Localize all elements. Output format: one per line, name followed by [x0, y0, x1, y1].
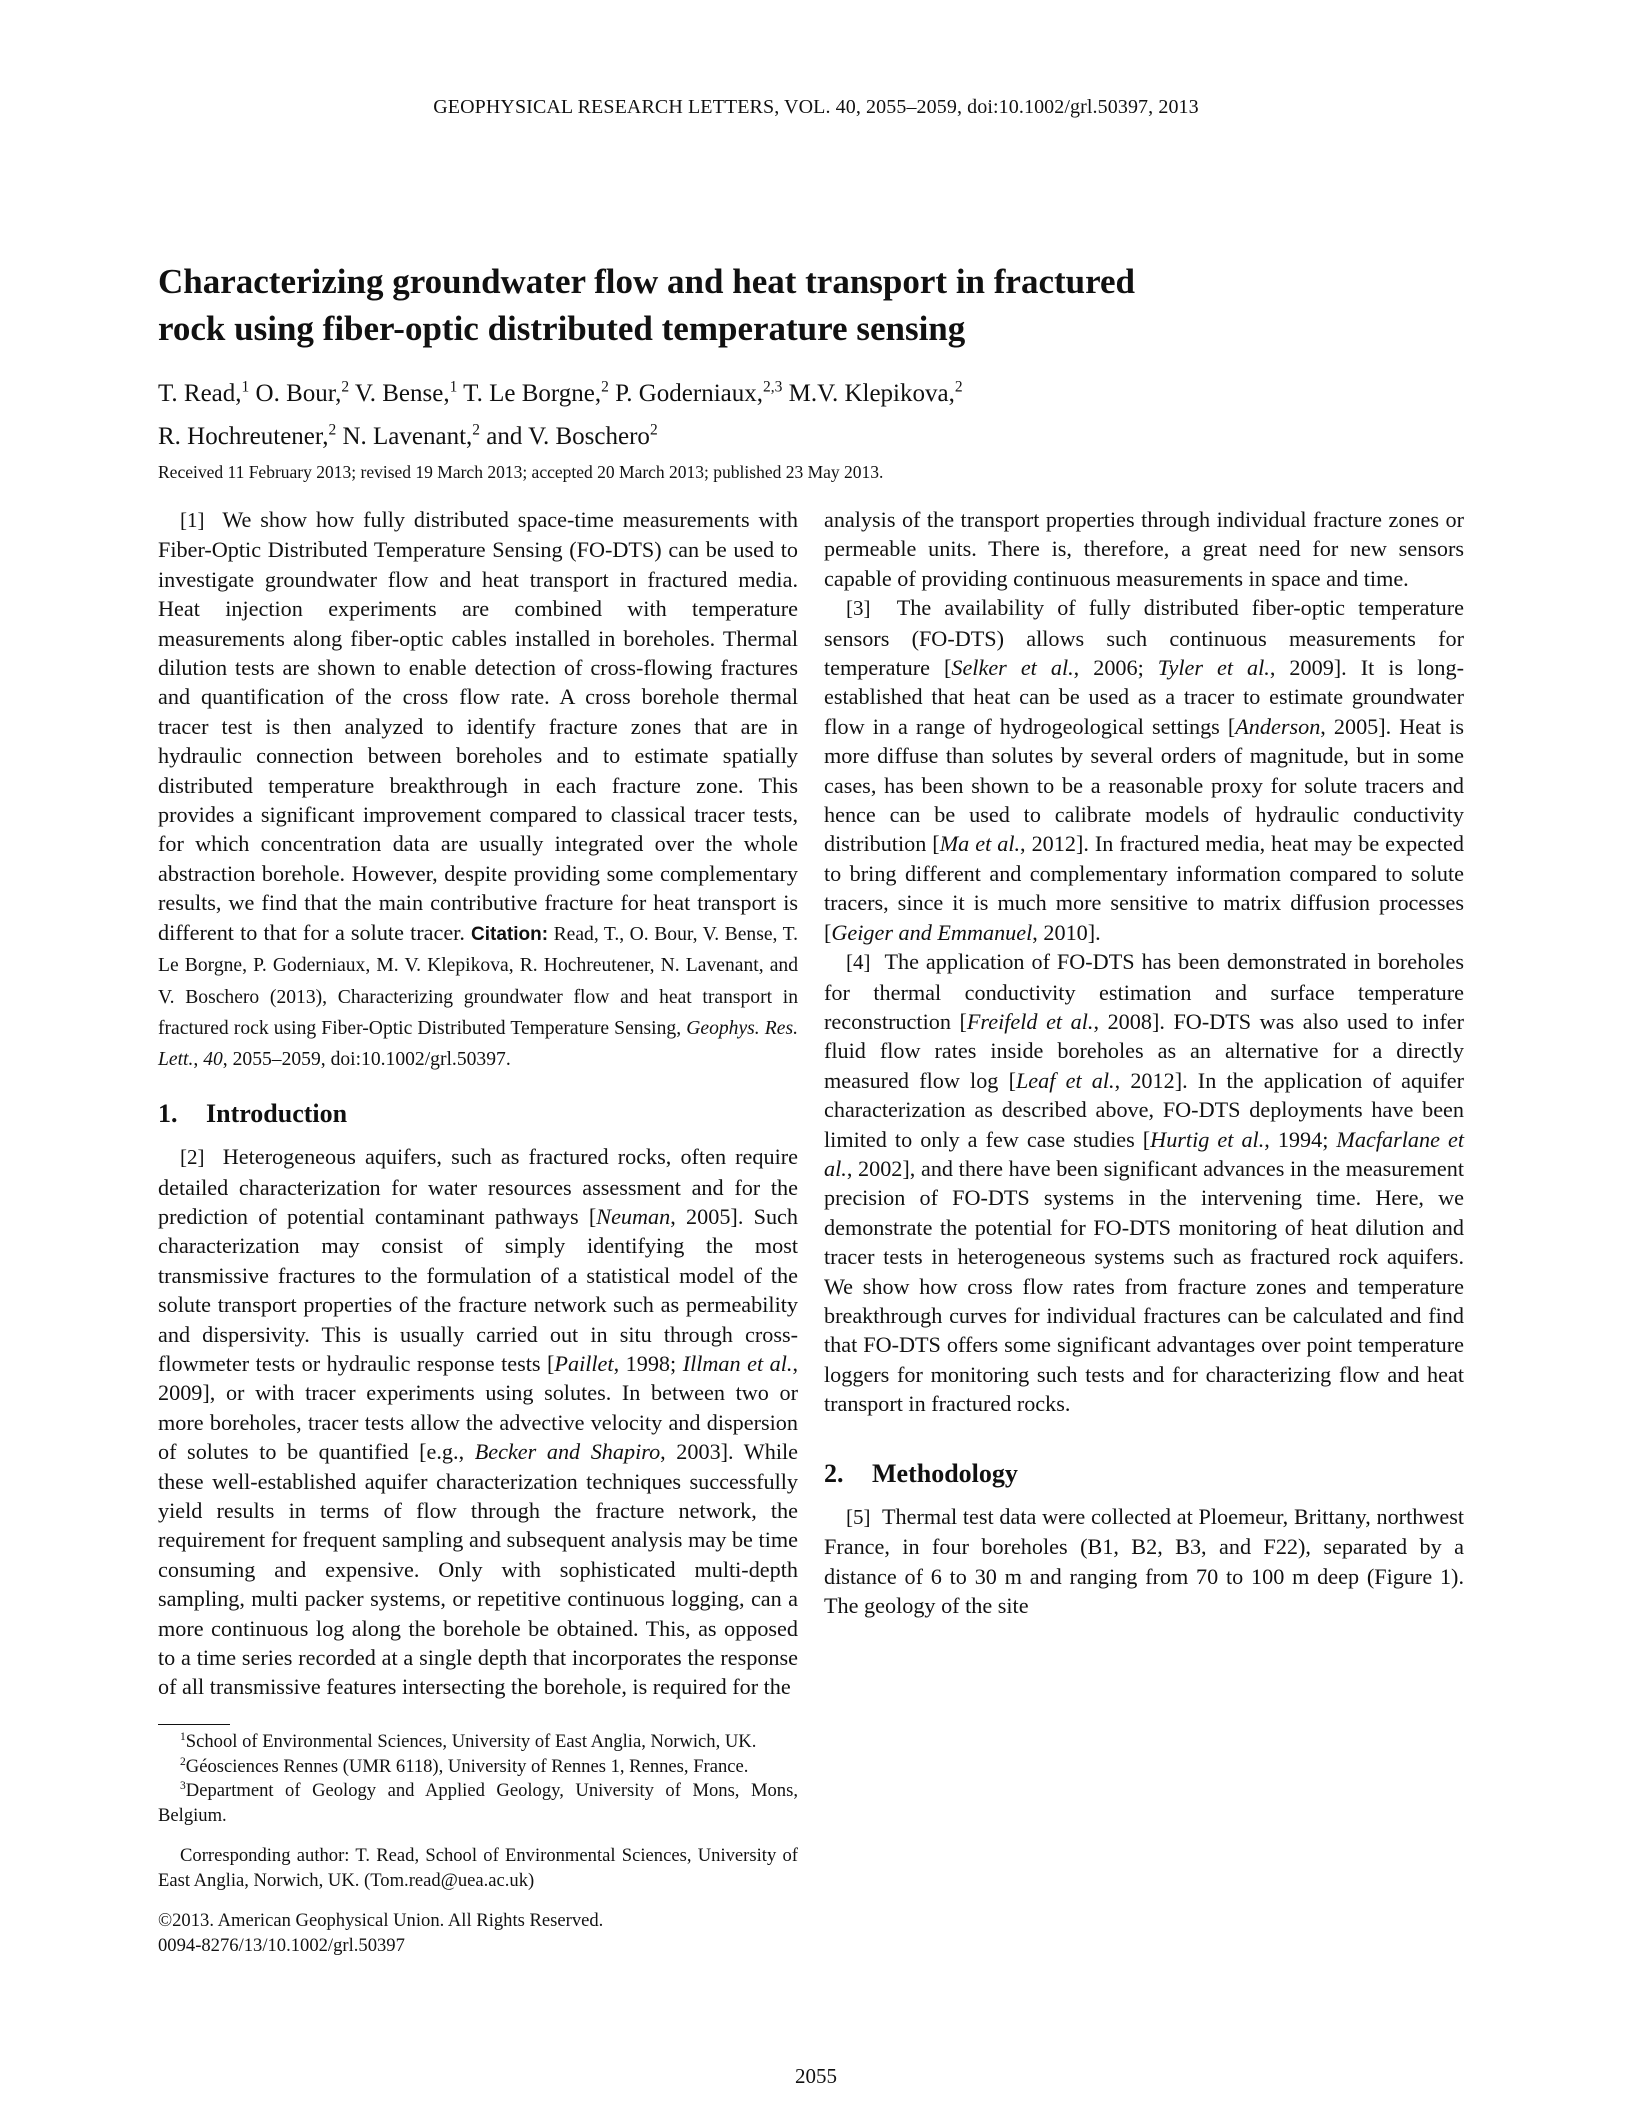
paragraph-2-continued — [824, 505, 1464, 593]
paragraph-4 — [824, 947, 1464, 1419]
paragraph-3 — [824, 593, 1464, 947]
section-number: 1. — [158, 1098, 178, 1128]
author-affiliation-marker: 2 — [472, 421, 481, 439]
reference: Anderson — [1235, 713, 1321, 739]
text: , 1998; — [613, 1350, 683, 1376]
paragraph-number: [4] — [846, 950, 871, 975]
author-line-2 — [158, 415, 1458, 458]
corresponding-author: Corresponding author: T. Read, School of Environmental Sciences, University of East Anglia, Norwich, UK. (Tom.read@uea.ac.uk) — [158, 1845, 798, 1891]
author-name: T. Read, — [158, 380, 242, 407]
citation-volume: 40 — [203, 1049, 223, 1071]
author-name: V. Bense, — [354, 380, 450, 407]
text: , 2005]. Such characterization may consist of simply identifying the most transmissive fractures to the formulation of a statistical model of the solute transport properties of the fracture network such as permeability and dispersivity. This is usually carried out in situ through cross-flowmeter tests or hydraulic response tests [ — [158, 1203, 799, 1376]
author-name: M.V. Klepikova, — [788, 380, 955, 407]
citation-separator: , — [193, 1049, 199, 1071]
text: , 2008]. FO-DTS was also used to infer fluid flow rates inside boreholes as an alternative for a directly measured flow log [ — [824, 1008, 1464, 1093]
reference: Paillet — [554, 1350, 614, 1376]
section-number: 2. — [824, 1458, 844, 1488]
paragraph-2 — [158, 1142, 798, 1702]
reference: Illman et al. — [682, 1350, 793, 1376]
copyright: ©2013. American Geophysical Union. All Rights Reserved. — [158, 1910, 604, 1931]
publication-history: Received 11 February 2013; revised 19 March 2013; accepted 20 March 2013; published 23 May 2013. — [158, 462, 884, 482]
left-column — [158, 505, 798, 1702]
text: , 2003]. While these well-established aquifer characterization techniques successfully yield results in terms of flow through the fracture network, the requirement for frequent sampling and subsequent analysis may be time consuming and expensive. Only with sophisticated multi-depth sampling, multi packer systems, or repetitive continuous logging, can a more continuous log along the borehole be obtained. This, as opposed to a time series recorded at a single depth that incorporates the response of all transmissive features intersecting the borehole, is required for the — [158, 1439, 798, 1700]
affiliation-text: School of Environmental Sciences, University of East Anglia, Norwich, UK. — [185, 1731, 757, 1752]
citation — [158, 924, 798, 1071]
author-name: O. Bour, — [255, 380, 342, 407]
author-affiliation-marker: 2 — [649, 421, 658, 439]
paragraph-number: [2] — [180, 1145, 205, 1170]
author-affiliation-marker: 2,3 — [763, 378, 783, 396]
citation-journal: Geophys. Res. Lett. — [158, 1017, 798, 1071]
affiliation-3 — [158, 1779, 798, 1828]
issn-doi: 0094-8276/13/10.1002/grl.50397 — [158, 1934, 405, 1956]
page-number: 2055 — [795, 2064, 837, 2088]
author-name: R. Hochreutener, — [158, 423, 329, 450]
text: Heterogeneous aquifers, such as fractured rocks, often require detailed characterization for water resources assessment and for the prediction of potential contaminant pathways [ — [158, 1144, 798, 1229]
title-line-2: rock using fiber-optic distributed temperature sensing — [158, 309, 966, 348]
author-affiliation-marker: 2 — [328, 421, 337, 439]
text: , 1994; — [1264, 1126, 1337, 1152]
text: , 2005]. Heat is more diffuse than solutes by several orders of magnitude, but in some cases, has been shown to be a reasonable proxy for solute tracers and hence can be used to calibrate models of hydraulic conductivity distribution [ — [824, 713, 1464, 857]
section-heading-methodology — [824, 1459, 1464, 1488]
author-affiliation-marker: 2 — [341, 378, 350, 396]
paragraph-5 — [824, 1502, 1464, 1621]
reference: Macfarlane et al. — [824, 1126, 1464, 1181]
affiliation-marker: 1 — [180, 1730, 186, 1743]
text: , 2010]. — [1032, 919, 1101, 945]
text: The application of FO-DTS has been demonstrated in boreholes for thermal conductivity estimation and surface temperature reconstruction [ — [824, 949, 1464, 1034]
text: , 2012]. In fractured media, heat may be expected to bring different and complementary information compared to solute tracers, since it is much more sensitive to matrix diffusion processes [ — [824, 831, 1464, 945]
author-affiliation-marker: 2 — [601, 378, 609, 396]
reference: Selker et al. — [951, 655, 1074, 681]
abstract — [158, 505, 798, 1075]
citation-label: Citation: — [471, 923, 549, 945]
footnote-rule — [158, 1724, 230, 1725]
footnotes — [158, 1730, 798, 1958]
text: , 2012]. In the application of aquifer characterization as described above, FO-DTS deployments have been limited to only a few case studies [ — [824, 1067, 1464, 1152]
reference: Leaf et al. — [1015, 1067, 1115, 1093]
abstract-text: We show how fully distributed space-time measurements with Fiber-Optic Distributed Temperature Sensing (FO-DTS) can be used to investigate groundwater flow and heat transport in fractured media. Heat injection experiments are combined with temperature measurements along fiber-optic cables installed in boreholes. Thermal dilution tests are shown to enable detection of cross-flowing fractures and quantification of the cross flow rate. A cross borehole thermal tracer test is then analyzed to identify fracture zones that are in hydraulic connection between boreholes and to estimate spatially distributed temperature breakthrough in each fracture zone. This provides a significant improvement compared to classical tracer tests, for which concentration data are usually integrated over the whole abstraction borehole. However, despite providing some complementary results, we find that the main contributive fracture for heat transport is different to that for a solute tracer. — [158, 507, 798, 945]
author-affiliation-marker: 2 — [954, 378, 963, 396]
text: , 2009]. It is long-established that heat can be used as a tracer to estimate groundwater flow in a range of hydrogeological settings [ — [824, 655, 1464, 739]
paragraph-number: [1] — [180, 508, 205, 532]
article-title — [158, 258, 1458, 352]
section-title: Methodology — [872, 1458, 1018, 1488]
author-name: T. Le Borgne, — [463, 380, 602, 407]
author-name: N. Lavenant, — [342, 423, 473, 450]
reference: Becker and Shapiro — [474, 1439, 661, 1465]
text: , 2009], or with tracer experiments using solutes. In between two or more boreholes, tracer tests allow the advective velocity and dispersion of solutes to be quantified [e.g., — [158, 1350, 798, 1465]
text: , 2006; — [1073, 655, 1158, 681]
reference: Tyler et al. — [1157, 655, 1270, 681]
affiliation-text: Géosciences Rennes (UMR 6118), University of Rennes 1, Rennes, France. — [185, 1755, 749, 1777]
author-name: P. Goderniaux, — [615, 380, 764, 407]
author-affiliation-marker: 1 — [449, 378, 458, 396]
paragraph-number: [3] — [846, 596, 871, 621]
reference: Geiger and Emmanuel — [831, 919, 1033, 945]
affiliation-marker: 2 — [180, 1755, 186, 1768]
reference: Freifeld et al. — [966, 1008, 1094, 1034]
reference: Hurtig et al. — [1150, 1126, 1265, 1152]
title-line-1: Characterizing groundwater flow and heat transport in fractured — [158, 262, 1136, 301]
citation-tail: , 2055–2059, doi:10.1002/grl.50397. — [222, 1049, 511, 1071]
affiliation-2 — [158, 1755, 798, 1780]
text: analysis of the transport properties through individual fracture zones or permeable units. There is, therefore, a great need for new sensors capable of providing continuous measurements in space and time. — [824, 507, 1464, 591]
text: Thermal test data were collected at Ploemeur, Brittany, northwest France, in four boreholes (B1, B2, B3, and F22), separated by a distance of 6 to 30 m and ranging from 70 to 100 m deep (Figure 1). The geology of the site — [824, 1504, 1464, 1619]
reference: Ma et al. — [939, 831, 1021, 857]
affiliation-1 — [158, 1730, 798, 1755]
affiliation-marker: 3 — [180, 1779, 186, 1792]
reference: Neuman — [596, 1203, 671, 1229]
citation-text: Read, T., O. Bour, V. Bense, T. Le Borgne, P. Goderniaux, M. V. Klepikova, R. Hochreutener, N. Lavenant, and V. Boschero (2013), Characterizing groundwater flow and heat transport in fractured rock using Fiber-Optic Distributed Temperature Sensing, — [158, 923, 798, 1039]
section-heading-introduction — [158, 1099, 798, 1128]
author-affiliation-marker: 1 — [241, 378, 250, 396]
running-head: GEOPHYSICAL RESEARCH LETTERS, VOL. 40, 2055–2059, doi:10.1002/grl.50397, 2013 — [433, 96, 1199, 118]
author-list — [158, 372, 1458, 458]
text: , 2002], and there have been significant advances in the measurement precision of FO-DTS systems in the intervening time. Here, we demonstrate the potential for FO-DTS monitoring of heat dilution and tracer tests in heterogeneous systems such as fractured rock aquifers. We show how cross flow rates from fracture zones and temperature breakthrough curves for individual fractures can be calculated and find that FO-DTS offers some significant advantages over point temperature loggers for monitoring such tests and for characterizing flow and heat transport in fractured rocks. — [824, 1155, 1464, 1417]
text: The availability of fully distributed fiber-optic temperature sensors (FO-DTS) allows such continuous measurements for temperature [ — [824, 595, 1465, 681]
section-title: Introduction — [206, 1098, 348, 1128]
paragraph-number: [5] — [846, 1505, 871, 1529]
affiliation-text: Department of Geology and Applied Geology, University of Mons, Mons, Belgium. — [158, 1780, 798, 1826]
author-line-1 — [158, 372, 1458, 415]
right-column — [824, 505, 1464, 1621]
author-name: and V. Boschero — [486, 423, 650, 450]
